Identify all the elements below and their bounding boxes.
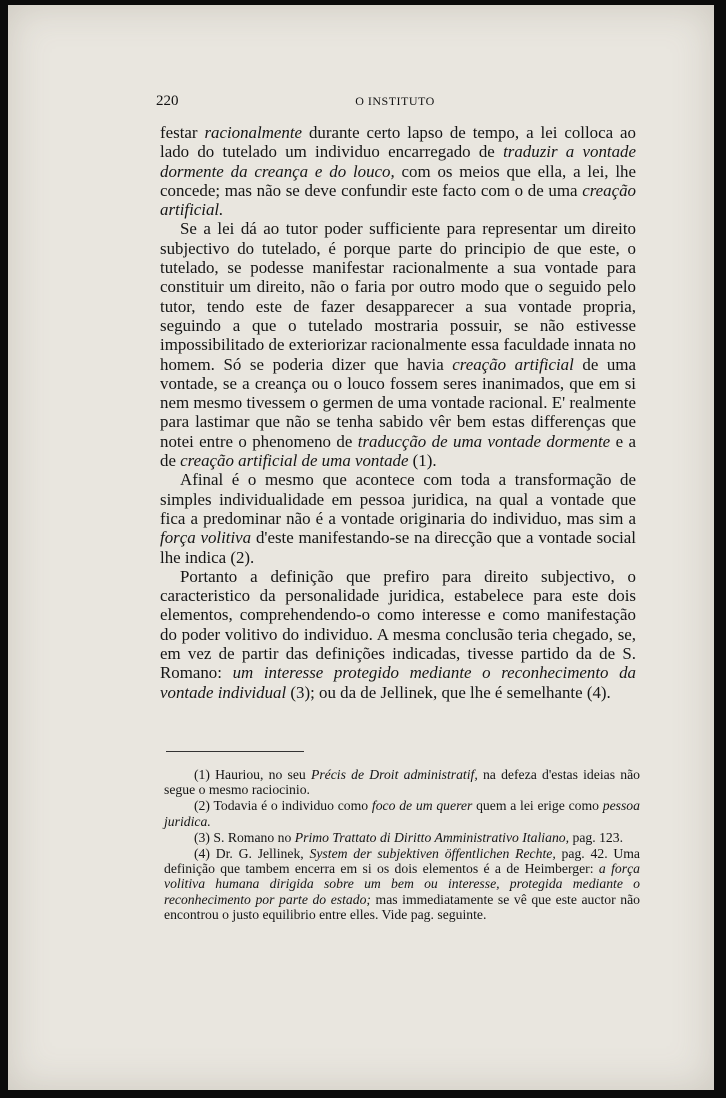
italic-run: racionalmente [204, 123, 303, 142]
paragraph [160, 219, 636, 470]
text-run: durante certo lapso de tempo, a lei colloca ao lado do tutelado um individuo encarregado de [160, 123, 636, 162]
italic-run: foco de um querer [371, 798, 473, 814]
text-run: Portanto a definição que prefiro para direito subjectivo, o caracteristico da personalidade juridica, estabelece para este dois elementos, comprehendendo-o como interesse e como manifestação do poder volitivo do individuo. A mesma conclusão teria chegado, se, em vez de partir das definições indicadas, tivesse partido da de S. Romano: [160, 566, 636, 683]
footnote [164, 830, 640, 845]
text-run: mas immediatamente se vê que este auctor não encontrou o justo equilibrio entre elles. Vide pag. seguinte. [164, 891, 640, 922]
running-title: O INSTITUTO [355, 94, 435, 108]
text-run: (3); ou da de Jellinek, que lhe é semelhante (4). [286, 682, 611, 702]
footnotes [164, 767, 640, 923]
body-text [160, 123, 636, 702]
italic-run: Primo Trattato di Diritto Amministrativo Italiano, [294, 829, 570, 845]
text-run: (2) Todavia é o individuo como [194, 798, 372, 814]
paragraph [160, 123, 636, 219]
text-run: (4) Dr. G. Jellinek, [194, 846, 310, 862]
footnote [164, 846, 640, 922]
italic-run: Précis de Droit administratif, [310, 767, 478, 782]
italic-run: força volitiva [160, 528, 252, 548]
text-run: (3) S. Romano no [194, 829, 295, 845]
book-page [8, 5, 714, 1090]
text-run: d'este manifestando-se na direcção que a vontade social lhe indica (2). [160, 528, 636, 567]
text-run: e a de [160, 431, 636, 471]
italic-run: a força volitiva humana dirigida sobre um bem ou interesse, protegida mediante o reconhecimento por parte do estado; [164, 861, 640, 907]
text-run: (1). [408, 451, 437, 471]
page-header [156, 93, 634, 113]
italic-run: System der subjektiven öffentlichen Rechte, [309, 846, 556, 862]
italic-run: traducção de uma vontade dormente [357, 431, 611, 451]
italic-run: creação artificial de uma vontade [180, 451, 409, 471]
italic-run: creação artificial. [160, 180, 636, 220]
italic-run: um interesse protegido mediante o reconhecimento da vontade individual [160, 663, 637, 702]
italic-run: creação artificial [452, 354, 574, 374]
footnote [164, 798, 640, 828]
text-run: (1) Hauriou, no seu [194, 767, 311, 782]
text-run: festar [160, 123, 205, 142]
text-run: pag. 42. Uma definição que tambem encerra em si os dois elementos é a de Heimberger: [164, 846, 641, 877]
text-run: Se a lei dá ao tutor poder sufficiente para representar um direito subjectivo do tutelado, é porque parte do principio de que este, o tutelado, se podesse manifestar racionalmente a sua vontade para constituir um direito, não o faria por outro modo que o seguido pelo tutor, tendo este de fazer desapparecer a sua vontade propria, seguindo a que o tutelado mostraria possuir, se não estivesse impossibilitado de exteriorizar racionalmente essa faculdade innata no homem. Só se poderia dizer que havia [160, 219, 636, 374]
paragraph [160, 470, 636, 566]
italic-run: traduzir a vontade dormente da creança e do louco, [160, 142, 636, 181]
paragraph [160, 567, 636, 702]
page-number: 220 [156, 93, 179, 109]
footnote [164, 767, 640, 797]
text-run: pag. 123. [569, 829, 624, 845]
text-run: de uma vontade, se a creança ou o louco fossem seres inanimados, que em si nem mesmo tivessem o germen de uma vontade racional. E' realmente para lastimar que não se tenha sabido vêr bem estas differenças que notei entre o phenomeno de [160, 354, 636, 451]
text-run: quem a lei erige como [472, 798, 603, 814]
text-run: com os meios que ella, a lei, lhe concede; mas não se deve confundir este facto com o de uma [160, 161, 636, 200]
italic-run: pessoa juridica. [164, 798, 640, 829]
text-run: na defeza d'estas ideias não segue o mesmo raciocinio. [164, 767, 640, 798]
text-run: Afinal é o mesmo que acontece com toda a transformação de simples individualidade em pessoa juridica, na qual a vontade que fica a predominar não é a vontade originaria do individuo, mas sim a [160, 470, 636, 528]
footnote-separator [166, 751, 304, 752]
